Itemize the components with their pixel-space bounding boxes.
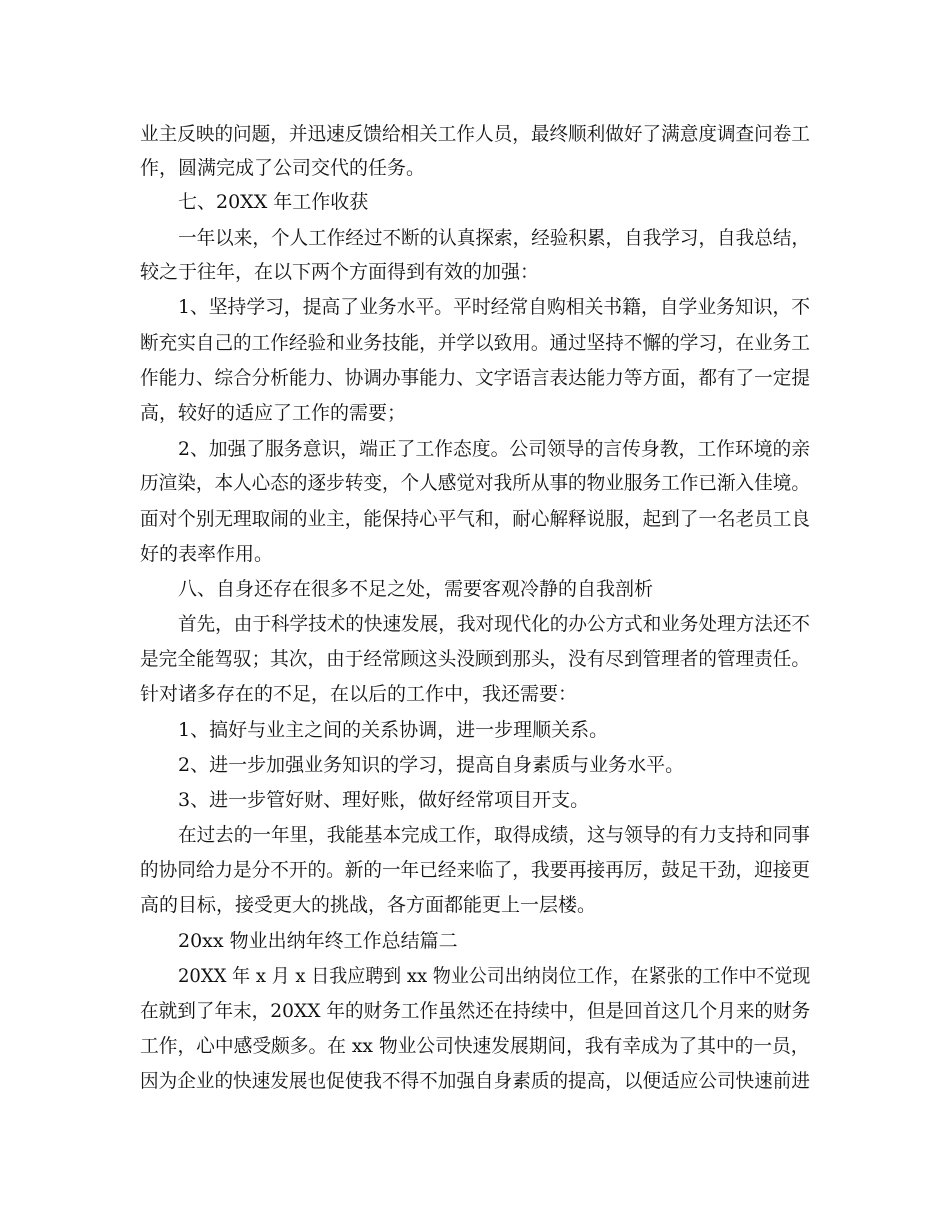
text-line: 较之于往年，在以下两个方面得到有效的加强： [140, 261, 540, 283]
text-line: 作能力、综合分析能力、协调办事能力、文字语言表达能力等方面，都有了一定提 [140, 367, 811, 389]
text-line: 2、进一步加强业务知识的学习，提高自身素质与业务水平。 [178, 754, 685, 776]
section-heading: 七、20XX 年工作收获 [178, 191, 369, 213]
text-line: 20XX 年 x 月 x 日我应聘到 xx 物业公司出纳岗位工作，在紧张的工作中不觉现 [178, 965, 811, 987]
text-line: 1、搞好与业主之间的关系协调，进一步理顺关系。 [178, 719, 609, 741]
text-line: 历渲染，本人心态的逐步转变，个人感觉对我所从事的物业服务工作已渐入佳境。 [140, 472, 811, 494]
text-line: 断充实自己的工作经验和业务技能，并学以致用。通过坚持不懈的学习，在业务工 [140, 332, 811, 354]
section-heading: 20xx 物业出纳年终工作总结篇二 [178, 930, 458, 952]
text-line: 高，较好的适应了工作的需要； [140, 402, 407, 424]
text-line: 在过去的一年里，我能基本完成工作，取得成绩，这与领导的有力支持和同事 [178, 824, 811, 846]
text-line: 针对诸多存在的不足，在以后的工作中，我还需要： [140, 683, 578, 705]
text-line: 的协同给力是分不开的。新的一年已经来临了，我要再接再厉，鼓足干劲，迎接更 [140, 859, 811, 881]
text-line: 3、进一步管好财、理好账，做好经常项目开支。 [178, 789, 590, 811]
text-line: 好的表率作用。 [140, 543, 274, 565]
text-line: 作，圆满完成了公司交代的任务。 [140, 157, 426, 179]
text-line: 因为企业的快速发展也促使我不得不加强自身素质的提高，以便适应公司快速前进 [140, 1070, 811, 1092]
text-line: 工作，心中感受颇多。在 xx 物业公司快速发展期间，我有幸成为了其中的一员， [140, 1035, 810, 1057]
text-line: 1、坚持学习，提高了业务水平。平时经常自购相关书籍，自学业务知识，不 [178, 296, 811, 318]
text-line: 业主反映的问题，并迅速反馈给相关工作人员，最终顺利做好了满意度调查问卷工 [140, 123, 811, 145]
text-line: 一年以来，个人工作经过不断的认真探索，经验积累，自我学习，自我总结， [178, 227, 811, 249]
text-line: 高的目标，接受更大的挑战，各方面都能更上一层楼。 [140, 894, 597, 916]
text-line: 首先，由于科学技术的快速发展，我对现代化的办公方式和业务处理方法还不 [178, 613, 811, 635]
section-heading: 八、自身还存在很多不足之处，需要客观冷静的自我剖析 [178, 578, 654, 600]
text-line: 面对个别无理取闹的业主，能保持心平气和，耐心解释说服，起到了一名老员工良 [140, 508, 811, 530]
text-line: 在就到了年末，20XX 年的财务工作虽然还在持续中，但是回首这几个月来的财务 [140, 1000, 811, 1022]
text-line: 2、加强了服务意识，端正了工作态度。公司领导的言传身教，工作环境的亲 [178, 438, 811, 460]
text-line: 是完全能驾驭；其次，由于经常顾这头没顾到那头，没有尽到管理者的管理责任。 [140, 648, 811, 670]
